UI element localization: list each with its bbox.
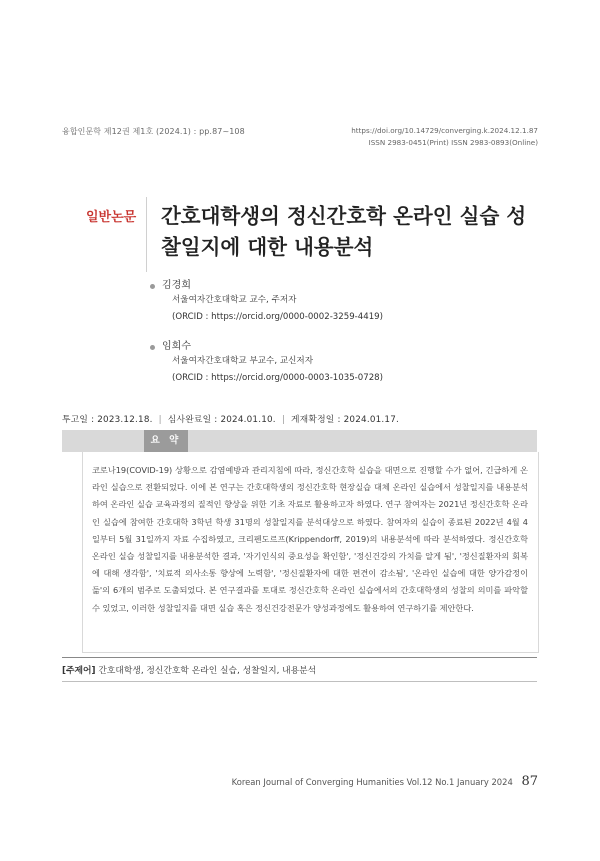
author-orcid[interactable]: (ORCID : https://orcid.org/0000-0003-1035-0728) [172, 373, 384, 383]
bullet-icon [150, 345, 155, 350]
reviewed-date: 심사완료일 : 2024.01.10. [167, 415, 276, 425]
keywords-top-rule [62, 657, 537, 658]
keywords-label: [주제어] [62, 666, 96, 676]
date-separator: | [281, 415, 285, 425]
doi-issn-block [351, 125, 538, 148]
author-entry [162, 279, 383, 326]
title-divider [146, 197, 147, 272]
page-number: 87 [521, 774, 538, 789]
article-title: 간호대학생의 정신간호학 온라인 실습 성찰일지에 대한 내용분석 [161, 204, 527, 259]
submitted-date: 투고일 : 2023.12.18. [62, 415, 153, 425]
abstract-text: 코로나19(COVID-19) 상황으로 감염예방과 관리지침에 따라, 정신간호학 실습을 대면으로 진행할 수가 없어, 긴급하게 온라인 실습으로 전환되었다. 이에 본 연구는 간호대학생의 정신간호학 현장실습 대체 온라인 실습에서 성찰일지를 내용분석하여 온라인 실습 교육과정의 질적인 향상을 위한 기초 자료로 활용하고자 하였다. 연구 참여자는 2021년 정신간호학 온라인 실습에 참여한 간호대학 3학년 학생 31명의 성찰일지를 분석대상으로 하였다. 참여자의 실습이 종료된 2022년 4월 4일부터 5월 31일까지 자료 수집하였고, 크리펜도르프(Krippendorff, 2019)의 내용분석에 따라 분석하였다. 정신간호학 온라인 실습 성찰일지를 내용분석한 결과, '자기인식의 중요성을 확인함', '정신건강의 가치를 알게 됨', '정신질환자의 회복에 대해 생각함', '치료적 의사소통 향상에 노력함', '정신질환자에 대한 편견이 감소됨', '온라인 실습에 대한 양가감정이 듦'의 6개의 범주로 도출되었다. 본 연구결과를 토대로 정신간호학 온라인 실습에서의 간호대학생의 성찰의 의미를 파악할 수 있었고, 이러한 성찰일지를 대면 실습 혹은 정신건강전문가 양성과정에도 활용하여 연구하기를 제안한다. [92, 465, 528, 613]
journal-info: 융합인문학 제12권 제1호 (2024.1) : pp.87~108 [62, 127, 245, 136]
keywords [62, 663, 316, 676]
accepted-date: 게재확정일 : 2024.01.17. [290, 415, 399, 425]
page-footer [232, 774, 538, 789]
bullet-icon [150, 284, 155, 289]
abstract-label: 요 약 [144, 430, 188, 452]
issn-text: ISSN 2983-0451(Print) ISSN 2983-0893(Online) [368, 137, 538, 147]
abstract-header-bar [62, 430, 537, 452]
keywords-bottom-rule [62, 681, 537, 682]
author-name: 임희수 [162, 341, 191, 352]
author-entry [162, 340, 383, 387]
author-affiliation: 서울여자간호대학교 부교수, 교신저자 [172, 356, 314, 366]
article-category: 일반논문 [86, 210, 137, 225]
footer-journal: Korean Journal of Converging Humanities Vol.12 No.1 January 2024 [231, 777, 513, 787]
keywords-text: 간호대학생, 정신간호학 온라인 실습, 성찰일지, 내용분석 [98, 666, 317, 676]
author-affiliation: 서울여자간호대학교 교수, 주저자 [172, 295, 297, 305]
author-orcid[interactable]: (ORCID : https://orcid.org/0000-0002-3259-4419) [172, 312, 384, 322]
doi-link[interactable]: https://doi.org/10.14729/converging.k.2024.12.1.87 [351, 126, 538, 135]
review-dates [62, 412, 399, 425]
date-separator: | [158, 415, 162, 425]
author-list [162, 279, 383, 401]
author-name: 김경희 [162, 280, 191, 291]
